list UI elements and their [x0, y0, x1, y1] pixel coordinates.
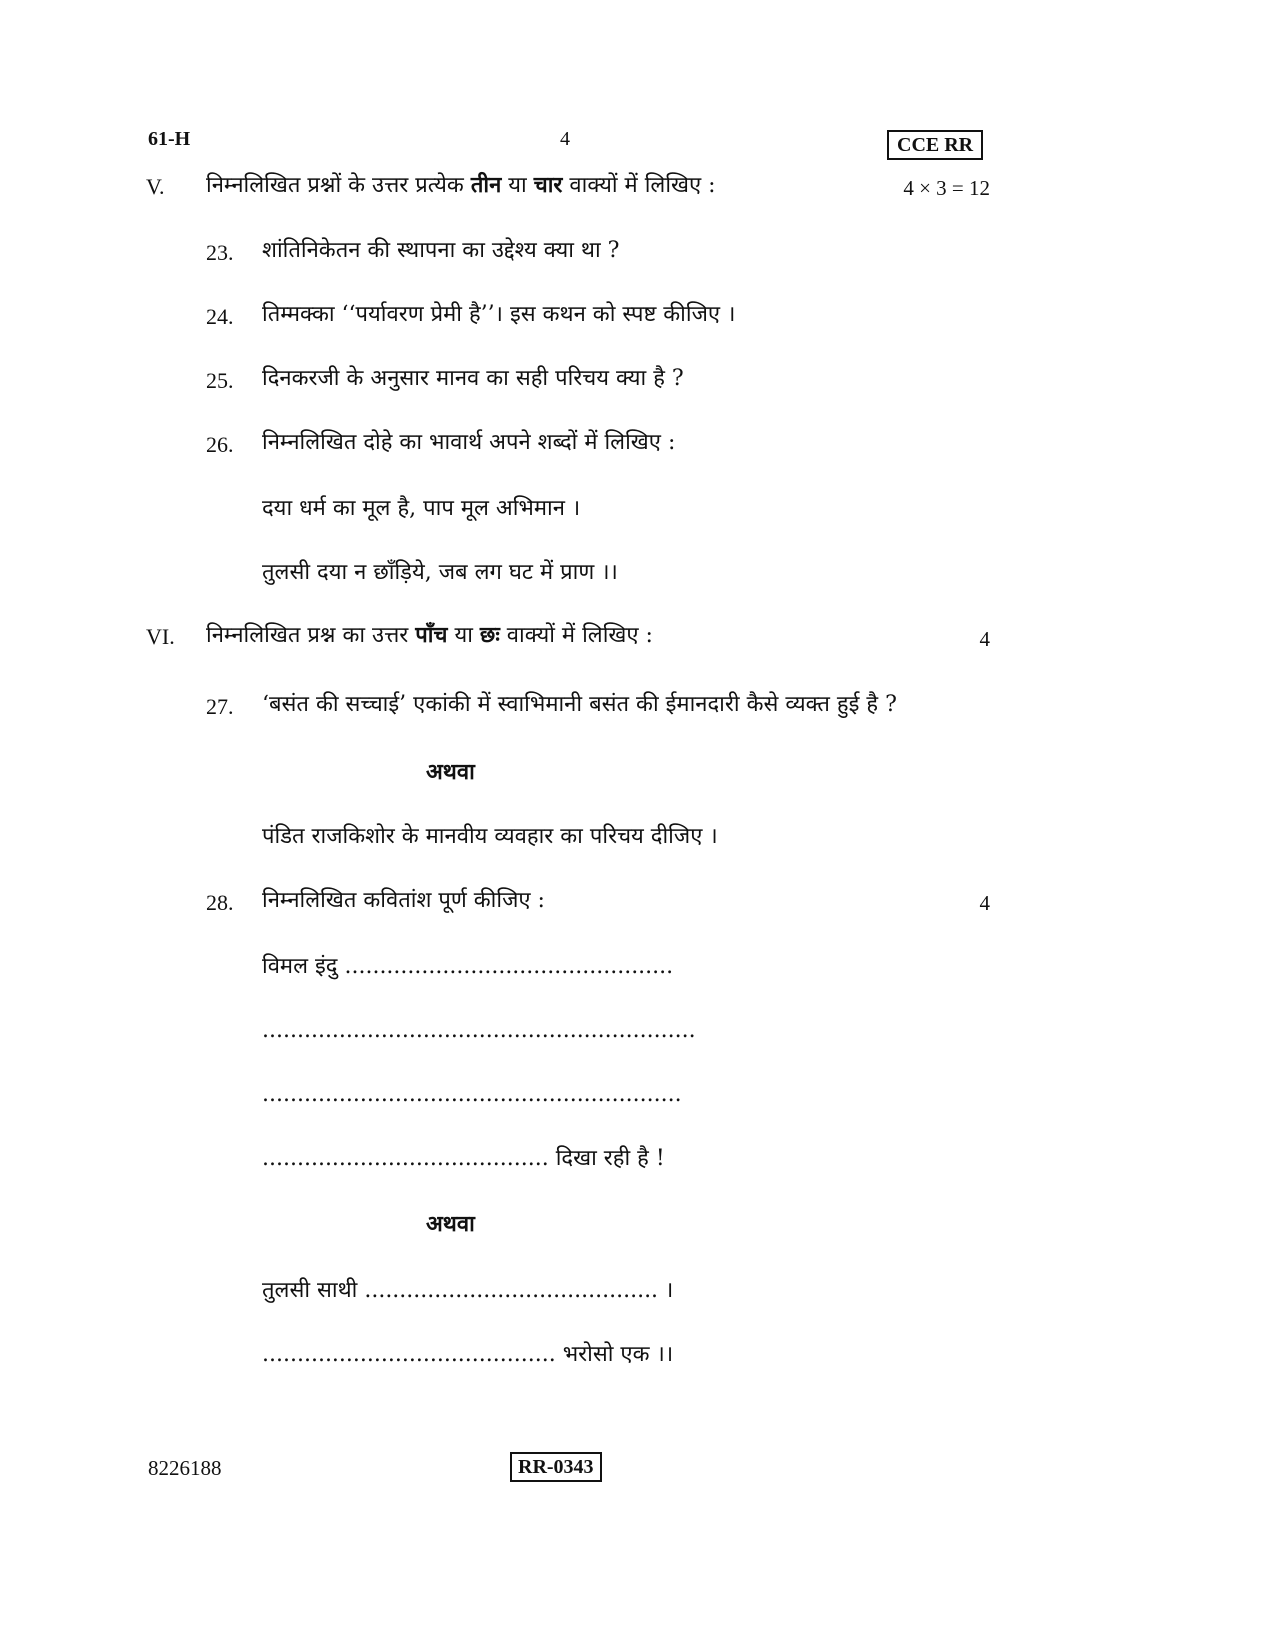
- poem-line: ......................................... दिखा रही है !: [262, 1146, 665, 1171]
- instruction-text: निम्नलिखित प्रश्न का उत्तर: [206, 623, 416, 648]
- poem-line: ............................................................: [262, 1082, 682, 1107]
- question-text: पंडित राजकिशोर के मानवीय व्यवहार का परिचय दीजिए ।: [262, 824, 718, 849]
- serial-number: 8226188: [148, 1456, 222, 1480]
- or-label: अथवा: [426, 1211, 475, 1237]
- question-number: 24.: [206, 304, 234, 329]
- section-vi-instruction: [206, 620, 653, 651]
- question-text: तिम्मक्का ‘‘पर्यावरण प्रेमी है’’। इस कथन को स्पष्ट कीजिए ।: [262, 302, 736, 327]
- question-text: निम्नलिखित कवितांश पूर्ण कीजिए :: [262, 888, 545, 913]
- question-text: शांतिनिकेतन की स्थापना का उद्देश्य क्या था ?: [262, 238, 620, 263]
- instruction-text: या: [501, 173, 534, 198]
- doha-line: तुलसी दया न छाँड़िये, जब लग घट में प्राण ।।: [262, 560, 618, 585]
- question-28-marks: 4: [979, 891, 990, 915]
- poem-line: .......................................... भरोसो एक ।।: [262, 1342, 674, 1367]
- instruction-bold: तीन: [470, 172, 502, 198]
- page-number: 4: [560, 128, 570, 150]
- poem-line: ..............................................................: [262, 1018, 696, 1043]
- paper-code-footer: RR-0343: [510, 1452, 602, 1482]
- instruction-bold: चार: [533, 172, 563, 198]
- doha-line: दया धर्म का मूल है, पाप मूल अभिमान ।: [262, 496, 581, 521]
- question-number: 26.: [206, 432, 234, 457]
- section-v-instruction: [206, 170, 716, 201]
- instruction-text: निम्नलिखित प्रश्नों के उत्तर प्रत्येक: [206, 173, 471, 198]
- section-v-numeral: V.: [146, 174, 165, 199]
- section-vi-numeral: VI.: [146, 624, 175, 649]
- question-text: निम्नलिखित दोहे का भावार्थ अपने शब्दों में लिखिए :: [262, 430, 676, 455]
- section-vi-marks: 4: [979, 627, 990, 651]
- poem-line: विमल इंदु ...............................................: [262, 954, 674, 979]
- question-number: 25.: [206, 368, 234, 393]
- poem-line: तुलसी साथी .......................................... ।: [262, 1278, 674, 1303]
- instruction-bold: छः: [479, 622, 500, 648]
- instruction-text: या: [447, 623, 480, 648]
- question-text: ‘बसंत की सच्चाई’ एकांकी में स्वाभिमानी बसंत की ईमानदारी कैसे व्यक्त हुई है ?: [262, 692, 897, 717]
- instruction-text: वाक्यों में लिखिए :: [499, 623, 653, 648]
- instruction-bold: पाँच: [415, 622, 448, 648]
- question-text: दिनकरजी के अनुसार मानव का सही परिचय क्या है ?: [262, 366, 684, 391]
- question-number: 27.: [206, 694, 234, 719]
- section-v-marks: 4 × 3 = 12: [903, 176, 990, 200]
- question-number: 23.: [206, 240, 234, 265]
- paper-code: 61-H: [148, 128, 191, 150]
- or-label: अथवा: [426, 759, 475, 785]
- instruction-text: वाक्यों में लिखिए :: [562, 173, 716, 198]
- exam-tag: CCE RR: [887, 130, 983, 160]
- question-number: 28.: [206, 890, 234, 915]
